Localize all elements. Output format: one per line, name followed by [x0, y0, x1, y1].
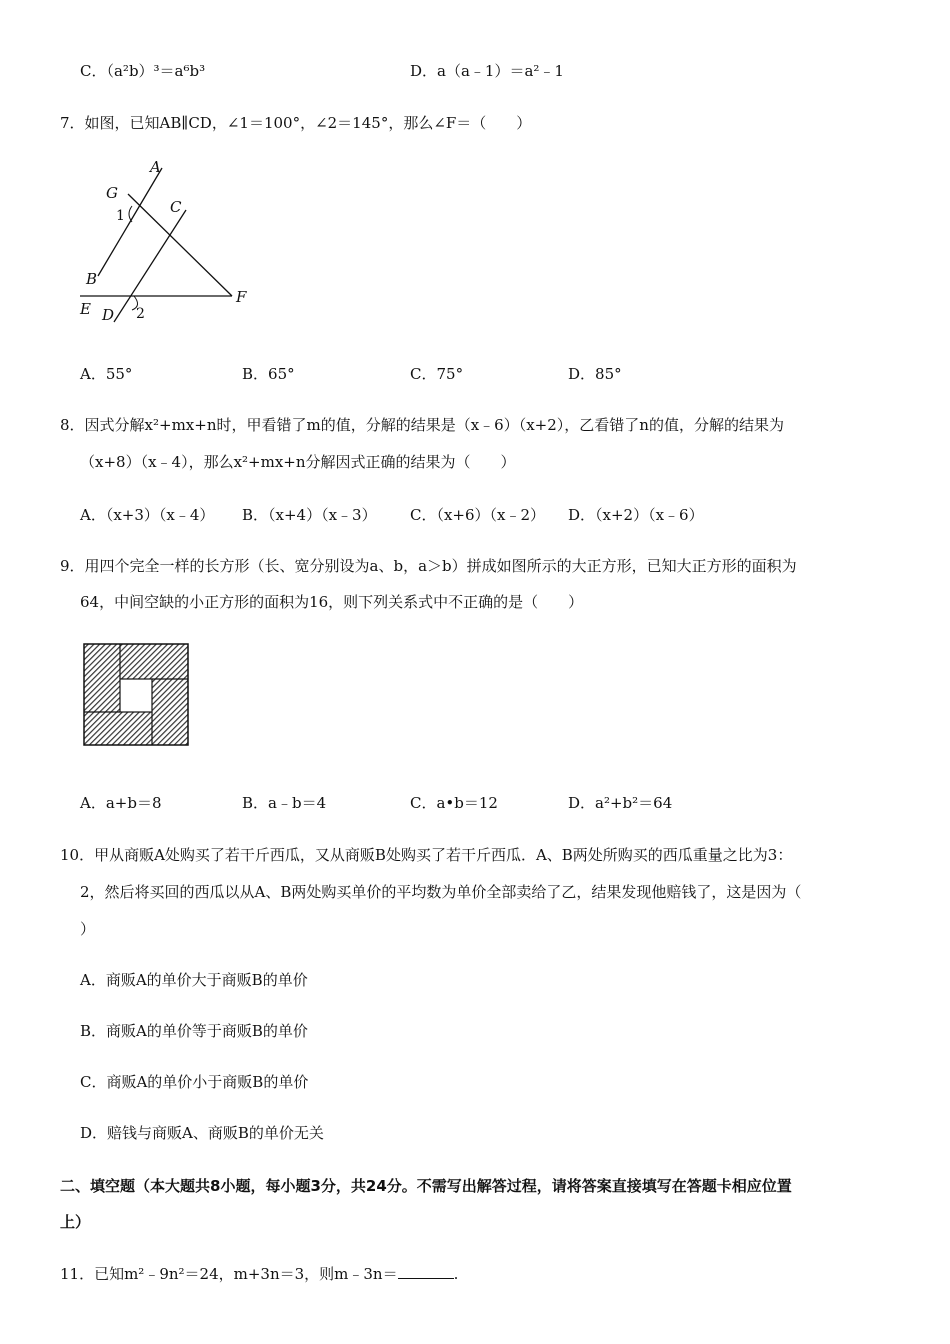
- label-e: E: [80, 300, 91, 318]
- q8-option-b: B．（x+4）（x﹣3）: [242, 506, 377, 524]
- q10-option-d: D．赔钱与商贩A、商贩B的单价无关: [80, 1124, 324, 1142]
- q9-option-a: A．a+b＝8: [80, 794, 162, 812]
- q7-option-c: C．75°: [410, 365, 464, 383]
- label-b: B: [86, 270, 98, 288]
- q8-option-a: A．（x+3）（x﹣4）: [80, 506, 215, 524]
- label-g: G: [106, 184, 118, 202]
- q6-option-c-expr: （a²b）³＝a⁶b³: [106, 62, 206, 80]
- q10-stem-line3: ）: [80, 920, 96, 938]
- q8-stem-line2: （x+8）（x﹣4），那么x²+mx+n分解因式正确的结果为（ ）: [80, 453, 516, 471]
- q9-figure: [83, 643, 189, 746]
- label-2: 2: [136, 306, 145, 322]
- q6-option-d: [410, 61, 564, 81]
- label-d: D: [102, 306, 115, 324]
- label-c: C: [170, 198, 182, 216]
- q10-option-c: C．商贩A的单价小于商贩B的单价: [80, 1073, 309, 1091]
- q7-stem: 7．如图，已知AB∥CD，∠1＝100°，∠2＝145°，那么∠F＝（ ）: [60, 114, 532, 132]
- q10-option-b: B．商贩A的单价等于商贩B的单价: [80, 1022, 308, 1040]
- q9-stem-line2: 64，中间空缺的小正方形的面积为16，则下列关系式中不正确的是（ ）: [80, 593, 584, 611]
- q8-stem-line1: 8．因式分解x²+mx+n时，甲看错了m的值，分解的结果是（x﹣6）（x+2），乙看错了n的值，分解的结果为: [60, 416, 784, 434]
- q11-stem: [60, 1263, 458, 1284]
- q11-text: 11．已知m²﹣9n²＝24，m+3n＝3，则m﹣3n＝: [60, 1265, 398, 1283]
- q9-option-b: B．a﹣b＝4: [242, 794, 327, 812]
- q10-stem-line2: 2，然后将买回的西瓜以从A、B两处购买单价的平均数为单价全部卖给了乙，结果发现他赔钱了，这是因为（: [80, 883, 802, 901]
- line-cd: [114, 210, 186, 322]
- label-1: 1: [116, 208, 125, 224]
- q9-option-c: C．a•b＝12: [410, 794, 498, 812]
- q8-option-d: D．（x+2）（x﹣6）: [568, 506, 704, 524]
- q11-end: .: [453, 1265, 459, 1283]
- label-f: F: [236, 288, 247, 306]
- q6-option-c: [80, 61, 205, 81]
- q7-option-a: A．55°: [80, 365, 133, 383]
- section2-heading-line2: 上）: [60, 1213, 91, 1231]
- q6-option-d-label: D．: [410, 62, 438, 80]
- q10-stem-line1: 10．甲从商贩A处购买了若干斤西瓜，又从商贩B处购买了若干斤西瓜．A、B两处所购买的西瓜重量之比为3：: [60, 846, 793, 864]
- section2-heading-line1: 二、填空题（本大题共8小题，每小题3分，共24分。不需写出解答过程，请将答案直接填写在答题卡相应位置: [60, 1177, 792, 1195]
- q9-stem-line1: 9．用四个完全一样的长方形（长、宽分别设为a、b，a＞b）拼成如图所示的大正方形，已知大正方形的面积为: [60, 557, 797, 575]
- q11-answer-blank[interactable]: [398, 1263, 454, 1279]
- q6-option-c-label: C．: [80, 62, 107, 80]
- label-a: A: [150, 158, 161, 176]
- q7-figure: [70, 150, 270, 330]
- small-square-hole: [120, 679, 152, 712]
- q10-option-a: A．商贩A的单价大于商贩B的单价: [80, 971, 308, 989]
- q7-option-d: D．85°: [568, 365, 622, 383]
- q6-option-d-expr: a（a﹣1）＝a²﹣1: [437, 62, 564, 80]
- q7-option-b: B．65°: [242, 365, 295, 383]
- q9-option-d: D．a²+b²＝64: [568, 794, 673, 812]
- q8-option-c: C．（x+6）（x﹣2）: [410, 506, 546, 524]
